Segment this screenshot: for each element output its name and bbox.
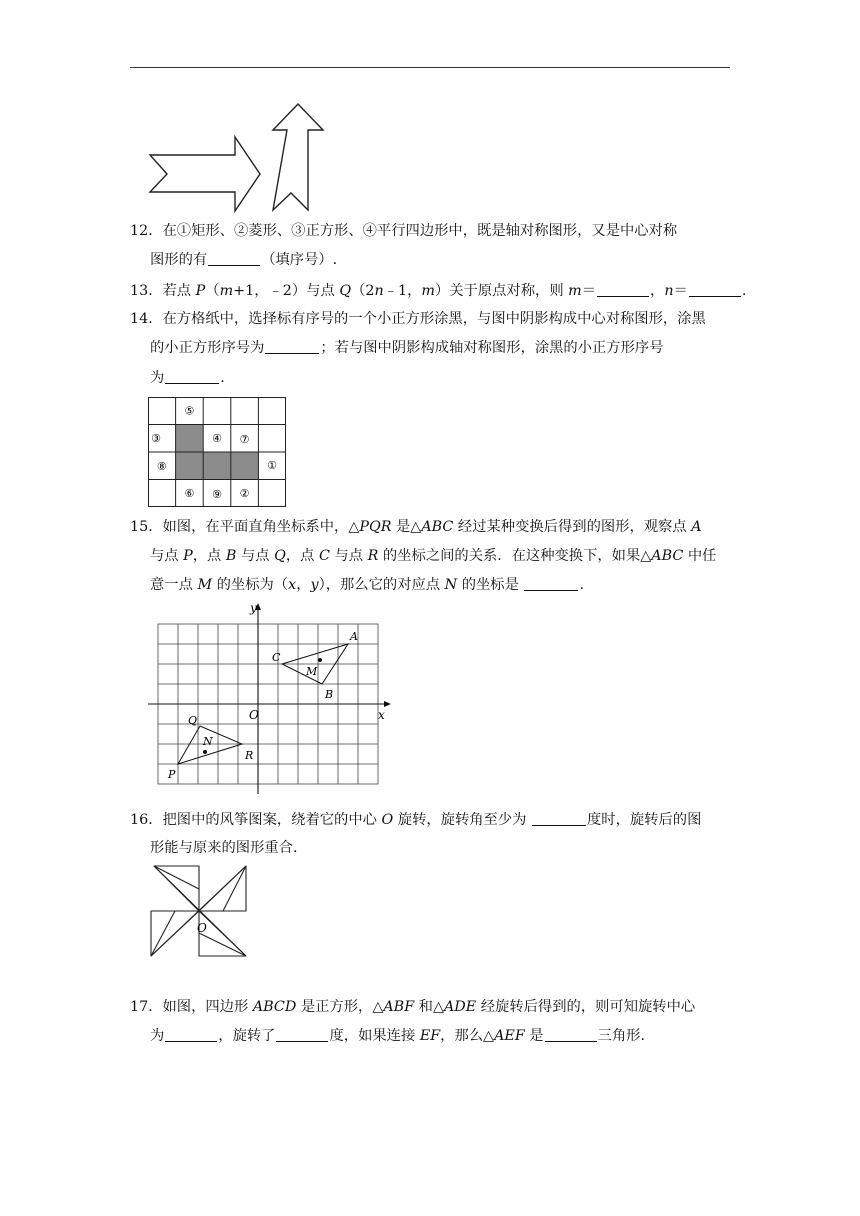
- q14-line1: 14．在方格纸中，选择标有序号的一个小正方形涂黑，与图中阴影构成中心对称图形，涂黑: [130, 311, 706, 327]
- q13-n-blank[interactable]: [689, 282, 741, 297]
- q14-line3: 为 .: [150, 370, 225, 386]
- q15-line2: 与点 P，点 B 与点 Q，点 C 与点 R 的坐标之间的关系．在这种变换下，如果△ABC 中任: [150, 548, 717, 564]
- label-A: A: [350, 630, 358, 643]
- q14-grid-figure: [148, 397, 286, 507]
- label-P: P: [168, 768, 176, 781]
- grid-label: ⑨: [212, 488, 222, 501]
- q16-line2: 形能与原来的图形重合.: [150, 840, 298, 856]
- q15-coordinate-figure: [148, 600, 398, 800]
- q12-answer-blank[interactable]: [208, 251, 260, 266]
- shaded-cell: [231, 452, 259, 480]
- center-label: O: [197, 921, 207, 935]
- q16-answer-blank[interactable]: [532, 811, 586, 826]
- shaded-cell: [176, 452, 204, 480]
- grid-label: ②: [239, 487, 250, 500]
- q17-type-blank[interactable]: [545, 1027, 597, 1042]
- point-M: [318, 658, 322, 662]
- grid-label: ⑤: [184, 404, 195, 418]
- arrow-figures: [145, 100, 375, 215]
- label-C: C: [272, 651, 281, 664]
- point-N: [203, 750, 207, 754]
- grid-label: ⑦: [239, 433, 250, 446]
- grid-label: ①: [267, 459, 277, 472]
- q12-line2: 图形的有 （填序号）.: [150, 252, 338, 268]
- label-R: R: [245, 749, 254, 762]
- q13-line: 13．若点 P（m+1，﹣2）与点 Q（2n﹣1，m）关于原点对称，则 m＝ ，n＝ .: [130, 283, 747, 299]
- label-B: B: [325, 688, 334, 701]
- q17-line2: 为 ，旋转了 度，如果连接 EF，那么△AEF 是 三角形.: [150, 1028, 646, 1044]
- grid-label: ④: [212, 432, 222, 445]
- q17-center-blank[interactable]: [165, 1027, 217, 1042]
- q14-line2: 的小正方形序号为 ；若与图中阴影构成轴对称图形，涂黑的小正方形序号: [150, 340, 664, 356]
- shaded-cell: [203, 452, 231, 480]
- q16-pinwheel-figure: [148, 864, 250, 958]
- q12-line1: 12．在①矩形、②菱形、③正方形、④平行四边形中，既是轴对称图形，又是中心对称: [130, 223, 678, 239]
- grid-label: ③: [151, 432, 161, 445]
- label-Q: Q: [188, 714, 198, 727]
- header-rule: [130, 67, 730, 68]
- label-N: N: [203, 735, 213, 748]
- x-axis-arrow: [384, 701, 391, 707]
- right-arrow-shape: [150, 137, 260, 211]
- y-axis-label: y: [250, 601, 257, 615]
- q15-answer-blank[interactable]: [524, 576, 578, 591]
- q16-line1: 16．把图中的风筝图案，绕着它的中心 O 旋转，旋转角至少为 度时，旋转后的图: [130, 812, 702, 828]
- grid-label: ⑥: [184, 487, 195, 500]
- q13-m-blank[interactable]: [597, 282, 649, 297]
- x-axis-label: x: [378, 708, 385, 722]
- q15-line1: 15．如图，在平面直角坐标系中，△PQR 是△ABC 经过某种变换后得到的图形，观察点 A: [130, 519, 702, 535]
- q15-line3: 意一点 M 的坐标为（x，y），那么它的对应点 N 的坐标是 .: [150, 577, 584, 593]
- q14-center-blank[interactable]: [265, 339, 319, 354]
- grid-label: ⑧: [156, 460, 167, 473]
- origin-label: O: [249, 708, 259, 722]
- shaded-cell: [176, 425, 204, 453]
- q14-axis-blank[interactable]: [165, 369, 219, 384]
- q17-line1: 17．如图，四边形 ABCD 是正方形，△ABF 和△ADE 经旋转后得到的，则可知旋转中心: [130, 999, 696, 1015]
- label-M: M: [306, 665, 318, 678]
- q17-angle-blank[interactable]: [276, 1027, 328, 1042]
- up-arrow-shape: [273, 104, 323, 210]
